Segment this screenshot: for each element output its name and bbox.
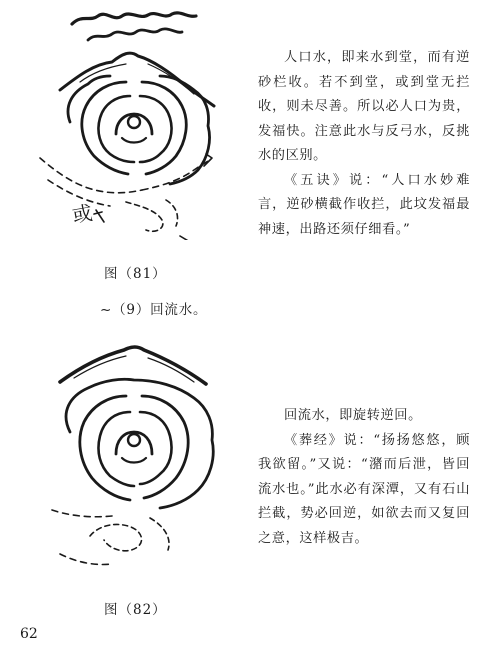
figure-81-hand-note: 或 bbox=[70, 200, 95, 228]
figure-82-text bbox=[258, 404, 470, 551]
figure-82-caption: 图（82） bbox=[104, 602, 167, 618]
figure-81-paragraph-2: 《五诀》说：“人口水妙难言，逆砂横截作收拦，此坟发福最神速，出路还须仔细看。” bbox=[258, 172, 470, 237]
section-9-heading-text: （9）回流水。 bbox=[112, 302, 208, 318]
figure-82-paragraph-1: 回流水，即旋转逆回。 bbox=[284, 408, 422, 423]
squiggle-mark-icon: ~ bbox=[100, 302, 113, 318]
figure-81-caption: 图（81） bbox=[104, 266, 167, 282]
figure-82-illustration bbox=[30, 340, 240, 585]
section-9-heading bbox=[100, 298, 207, 318]
figure-81-paragraph-1: 人口水，即来水到堂，而有逆砂栏收。若不到堂，或到堂无拦收，则未尽善。所以必人口为贵，发福快。注意此水与反弓水，反挑水的区别。 bbox=[258, 50, 470, 163]
figure-81-text bbox=[258, 46, 470, 242]
page-number: 62 bbox=[20, 626, 38, 642]
figure-81-illustration bbox=[30, 10, 240, 240]
figure-82-paragraph-2: 《葬经》说：“扬扬悠悠，顾我欲留。”又说：“潴而后泄，皆回流水也。”此水必有深潭，又有石山拦截，势必回逆，如欲去而又复回之意，这样极吉。 bbox=[258, 432, 470, 546]
